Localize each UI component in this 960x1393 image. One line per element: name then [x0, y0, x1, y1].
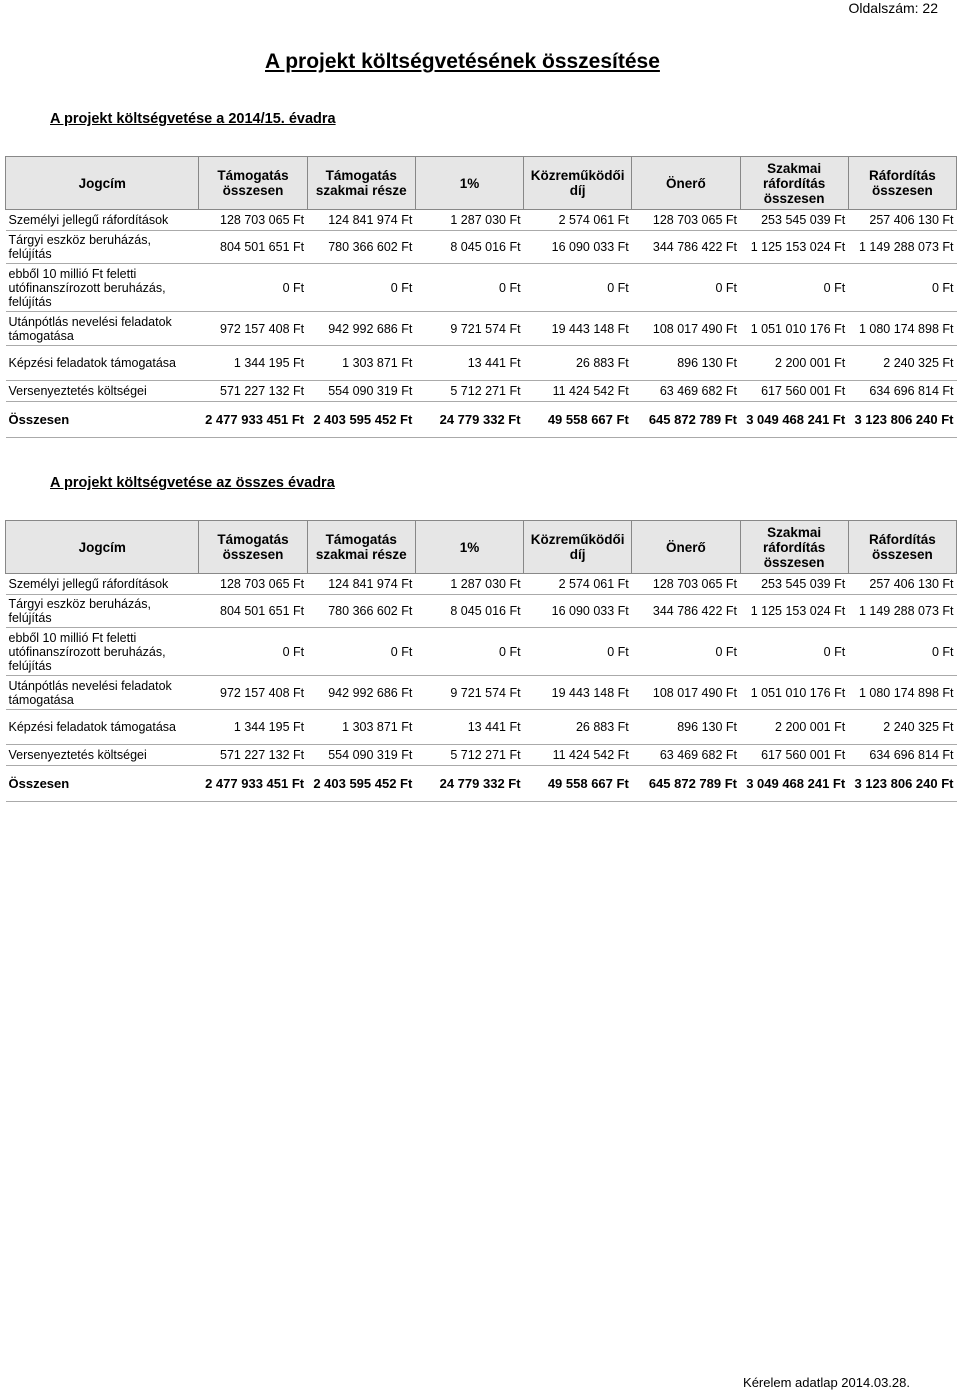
- header-tamogatas-osszesen: Támogatás összesen: [199, 157, 307, 210]
- header-jogcim: Jogcím: [6, 157, 199, 210]
- row-label: Személyi jellegű ráfordítások: [6, 210, 199, 231]
- header-raforditas-osszesen: Ráfordítás összesen: [848, 521, 956, 574]
- cell-value: 617 560 001 Ft: [740, 745, 848, 766]
- cell-value: 634 696 814 Ft: [848, 381, 956, 402]
- cell-value: 124 841 974 Ft: [307, 574, 415, 595]
- cell-value: 2 240 325 Ft: [848, 346, 956, 381]
- header-tamogatas-szakmai: Támogatás szakmai része: [307, 157, 415, 210]
- header-szakmai-raforditas: Szakmai ráfordítás összesen: [740, 157, 848, 210]
- section-title-season: A projekt költségvetése a 2014/15. évadra: [50, 111, 336, 127]
- cell-value: 0 Ft: [199, 628, 307, 676]
- cell-value: 2 403 595 452 Ft: [307, 402, 415, 438]
- cell-value: 128 703 065 Ft: [632, 574, 740, 595]
- cell-value: 1 287 030 Ft: [415, 574, 523, 595]
- row-label: ebből 10 millió Ft feletti utófinanszírozott beruházás, felújítás: [6, 264, 199, 312]
- table-row: [6, 745, 957, 766]
- row-label: Képzési feladatok támogatása: [6, 346, 199, 381]
- cell-value: 1 303 871 Ft: [307, 346, 415, 381]
- table-row: [6, 231, 957, 264]
- row-label: Tárgyi eszköz beruházás, felújítás: [6, 595, 199, 628]
- cell-value: 9 721 574 Ft: [415, 676, 523, 710]
- cell-value: 2 477 933 451 Ft: [199, 766, 307, 802]
- cell-value: 942 992 686 Ft: [307, 312, 415, 346]
- cell-value: 128 703 065 Ft: [199, 210, 307, 231]
- cell-value: 0 Ft: [307, 264, 415, 312]
- cell-value: 49 558 667 Ft: [524, 766, 632, 802]
- cell-value: 2 200 001 Ft: [740, 346, 848, 381]
- cell-value: 128 703 065 Ft: [199, 574, 307, 595]
- cell-value: 1 344 195 Ft: [199, 346, 307, 381]
- cell-value: 3 123 806 240 Ft: [848, 402, 956, 438]
- header-szakmai-raforditas: Szakmai ráfordítás összesen: [740, 521, 848, 574]
- cell-value: 26 883 Ft: [524, 346, 632, 381]
- cell-value: 0 Ft: [199, 264, 307, 312]
- table-row: [6, 676, 957, 710]
- cell-value: 1 051 010 176 Ft: [740, 676, 848, 710]
- cell-value: 1 125 153 024 Ft: [740, 595, 848, 628]
- table-row: [6, 381, 957, 402]
- cell-value: 26 883 Ft: [524, 710, 632, 745]
- cell-value: 108 017 490 Ft: [632, 676, 740, 710]
- row-label: Összesen: [6, 402, 199, 438]
- cell-value: 24 779 332 Ft: [415, 766, 523, 802]
- cell-value: 804 501 651 Ft: [199, 231, 307, 264]
- cell-value: 5 712 271 Ft: [415, 381, 523, 402]
- cell-value: 896 130 Ft: [632, 346, 740, 381]
- cell-value: 571 227 132 Ft: [199, 381, 307, 402]
- row-label: Személyi jellegű ráfordítások: [6, 574, 199, 595]
- cell-value: 49 558 667 Ft: [524, 402, 632, 438]
- header-tamogatas-osszesen: Támogatás összesen: [199, 521, 307, 574]
- page-title: A projekt költségvetésének összesítése: [265, 50, 660, 73]
- table-header-row: [6, 521, 957, 574]
- cell-value: 645 872 789 Ft: [632, 766, 740, 802]
- header-kozremukodoi-dij: Közreműködői díj: [524, 521, 632, 574]
- cell-value: 257 406 130 Ft: [848, 210, 956, 231]
- cell-value: 1 303 871 Ft: [307, 710, 415, 745]
- cell-value: 972 157 408 Ft: [199, 312, 307, 346]
- cell-value: 9 721 574 Ft: [415, 312, 523, 346]
- table-row: [6, 710, 957, 745]
- row-label: Összesen: [6, 766, 199, 802]
- cell-value: 63 469 682 Ft: [632, 745, 740, 766]
- cell-value: 344 786 422 Ft: [632, 231, 740, 264]
- cell-value: 0 Ft: [848, 628, 956, 676]
- header-onero: Önerő: [632, 521, 740, 574]
- cell-value: 1 149 288 073 Ft: [848, 231, 956, 264]
- cell-value: 19 443 148 Ft: [524, 312, 632, 346]
- cell-value: 3 049 468 241 Ft: [740, 766, 848, 802]
- row-label: Versenyeztetés költségei: [6, 745, 199, 766]
- table-row: [6, 595, 957, 628]
- cell-value: 780 366 602 Ft: [307, 595, 415, 628]
- table-row: [6, 346, 957, 381]
- row-label: Utánpótlás nevelési feladatok támogatása: [6, 676, 199, 710]
- cell-value: 2 240 325 Ft: [848, 710, 956, 745]
- cell-value: 16 090 033 Ft: [524, 595, 632, 628]
- table-row: [6, 264, 957, 312]
- section-title-all-seasons: A projekt költségvetése az összes évadra: [50, 475, 335, 491]
- cell-value: 11 424 542 Ft: [524, 745, 632, 766]
- cell-value: 257 406 130 Ft: [848, 574, 956, 595]
- cell-value: 128 703 065 Ft: [632, 210, 740, 231]
- cell-value: 571 227 132 Ft: [199, 745, 307, 766]
- cell-value: 896 130 Ft: [632, 710, 740, 745]
- cell-value: 13 441 Ft: [415, 346, 523, 381]
- cell-value: 1 080 174 898 Ft: [848, 676, 956, 710]
- page-number: Oldalszám: 22: [848, 0, 938, 16]
- table-row: [6, 312, 957, 346]
- cell-value: 5 712 271 Ft: [415, 745, 523, 766]
- cell-value: 2 477 933 451 Ft: [199, 402, 307, 438]
- cell-value: 554 090 319 Ft: [307, 381, 415, 402]
- table-row: [6, 210, 957, 231]
- budget-table-season: [5, 156, 957, 438]
- row-label: Versenyeztetés költségei: [6, 381, 199, 402]
- cell-value: 2 574 061 Ft: [524, 574, 632, 595]
- row-label: Képzési feladatok támogatása: [6, 710, 199, 745]
- cell-value: 253 545 039 Ft: [740, 210, 848, 231]
- cell-value: 3 123 806 240 Ft: [848, 766, 956, 802]
- cell-value: 0 Ft: [415, 628, 523, 676]
- header-onero: Önerő: [632, 157, 740, 210]
- header-raforditas-osszesen: Ráfordítás összesen: [848, 157, 956, 210]
- cell-value: 634 696 814 Ft: [848, 745, 956, 766]
- cell-value: 0 Ft: [415, 264, 523, 312]
- row-label: Tárgyi eszköz beruházás, felújítás: [6, 231, 199, 264]
- cell-value: 0 Ft: [524, 264, 632, 312]
- cell-value: 804 501 651 Ft: [199, 595, 307, 628]
- header-tamogatas-szakmai: Támogatás szakmai része: [307, 521, 415, 574]
- cell-value: 8 045 016 Ft: [415, 231, 523, 264]
- cell-value: 1 080 174 898 Ft: [848, 312, 956, 346]
- cell-value: 344 786 422 Ft: [632, 595, 740, 628]
- table-row-total: [6, 402, 957, 438]
- cell-value: 0 Ft: [740, 628, 848, 676]
- cell-value: 645 872 789 Ft: [632, 402, 740, 438]
- cell-value: 1 051 010 176 Ft: [740, 312, 848, 346]
- header-kozremukodoi-dij: Közreműködői díj: [524, 157, 632, 210]
- table-row-total: [6, 766, 957, 802]
- cell-value: 554 090 319 Ft: [307, 745, 415, 766]
- cell-value: 108 017 490 Ft: [632, 312, 740, 346]
- cell-value: 3 049 468 241 Ft: [740, 402, 848, 438]
- budget-table-all-seasons: [5, 520, 957, 802]
- cell-value: 1 287 030 Ft: [415, 210, 523, 231]
- cell-value: 0 Ft: [740, 264, 848, 312]
- cell-value: 0 Ft: [848, 264, 956, 312]
- cell-value: 942 992 686 Ft: [307, 676, 415, 710]
- row-label: ebből 10 millió Ft feletti utófinanszírozott beruházás, felújítás: [6, 628, 199, 676]
- cell-value: 2 574 061 Ft: [524, 210, 632, 231]
- cell-value: 1 149 288 073 Ft: [848, 595, 956, 628]
- cell-value: 19 443 148 Ft: [524, 676, 632, 710]
- cell-value: 16 090 033 Ft: [524, 231, 632, 264]
- cell-value: 124 841 974 Ft: [307, 210, 415, 231]
- row-label: Utánpótlás nevelési feladatok támogatása: [6, 312, 199, 346]
- cell-value: 8 045 016 Ft: [415, 595, 523, 628]
- cell-value: 0 Ft: [632, 628, 740, 676]
- cell-value: 253 545 039 Ft: [740, 574, 848, 595]
- cell-value: 617 560 001 Ft: [740, 381, 848, 402]
- header-egy-szazalek: 1%: [415, 157, 523, 210]
- cell-value: 63 469 682 Ft: [632, 381, 740, 402]
- cell-value: 0 Ft: [632, 264, 740, 312]
- table-row: [6, 574, 957, 595]
- table-header-row: [6, 157, 957, 210]
- cell-value: 0 Ft: [524, 628, 632, 676]
- cell-value: 24 779 332 Ft: [415, 402, 523, 438]
- header-jogcim: Jogcím: [6, 521, 199, 574]
- cell-value: 2 403 595 452 Ft: [307, 766, 415, 802]
- table-row: [6, 628, 957, 676]
- cell-value: 2 200 001 Ft: [740, 710, 848, 745]
- cell-value: 1 344 195 Ft: [199, 710, 307, 745]
- cell-value: 0 Ft: [307, 628, 415, 676]
- cell-value: 972 157 408 Ft: [199, 676, 307, 710]
- cell-value: 11 424 542 Ft: [524, 381, 632, 402]
- cell-value: 13 441 Ft: [415, 710, 523, 745]
- footer-note: Kérelem adatlap 2014.03.28.: [743, 1375, 910, 1390]
- cell-value: 780 366 602 Ft: [307, 231, 415, 264]
- cell-value: 1 125 153 024 Ft: [740, 231, 848, 264]
- header-egy-szazalek: 1%: [415, 521, 523, 574]
